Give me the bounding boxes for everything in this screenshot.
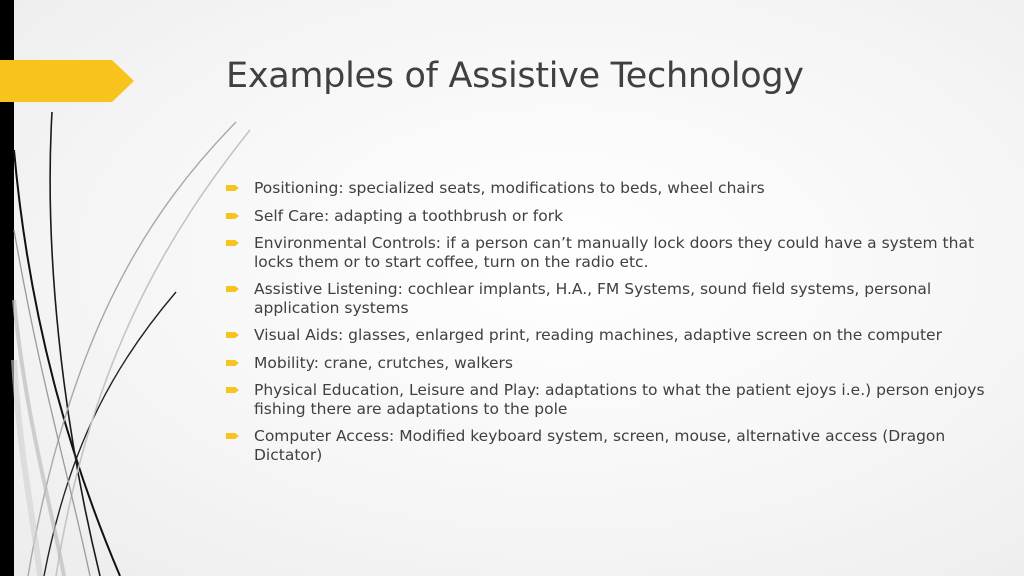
- pencil-bullet-icon: [226, 385, 240, 395]
- pencil-bullet-icon: [226, 183, 240, 193]
- pencil-bullet-icon: [226, 238, 240, 248]
- bullet-list: [226, 179, 986, 473]
- bullet-text: Physical Education, Leisure and Play: adaptations to what the patient ejoys i.e.) person enjoys fishing there are adaptations to the pole: [254, 381, 985, 418]
- bullet-item-physical-education: [226, 381, 986, 418]
- bullet-text: Mobility: crane, crutches, walkers: [254, 353, 513, 372]
- bullet-text: Assistive Listening: cochlear implants, H.A., FM Systems, sound field systems, personal application systems: [254, 280, 932, 317]
- bullet-item-positioning: [226, 179, 986, 198]
- bullet-item-self-care: [226, 207, 986, 226]
- bullet-item-assistive-listening: [226, 280, 986, 317]
- pencil-bullet-icon: [226, 358, 240, 368]
- pencil-bullet-icon: [226, 284, 240, 294]
- bullet-item-computer-access: [226, 427, 986, 464]
- slide-title: Examples of Assistive Technology: [226, 56, 804, 96]
- accent-arrow-shape: [0, 60, 134, 102]
- bullet-item-mobility: [226, 354, 986, 373]
- pencil-bullet-icon: [226, 330, 240, 340]
- bullet-text: Self Care: adapting a toothbrush or fork: [254, 206, 564, 225]
- bullet-item-visual-aids: [226, 326, 986, 345]
- accent-arrow-fill: [0, 60, 134, 102]
- bullet-item-environmental-controls: [226, 234, 986, 271]
- pencil-bullet-icon: [226, 211, 240, 221]
- bullet-text: Visual Aids: glasses, enlarged print, reading machines, adaptive screen on the computer: [254, 326, 942, 344]
- bullet-text: Positioning: specialized seats, modifications to beds, wheel chairs: [254, 179, 765, 197]
- pencil-bullet-icon: [226, 431, 240, 441]
- bullet-text: Environmental Controls: if a person can’t manually lock doors they could have a system that locks them or to start coffee, turn on the radio etc.: [254, 234, 975, 271]
- bullet-text: Computer Access: Modified keyboard system, screen, mouse, alternative access (Dragon Dictator): [254, 427, 946, 464]
